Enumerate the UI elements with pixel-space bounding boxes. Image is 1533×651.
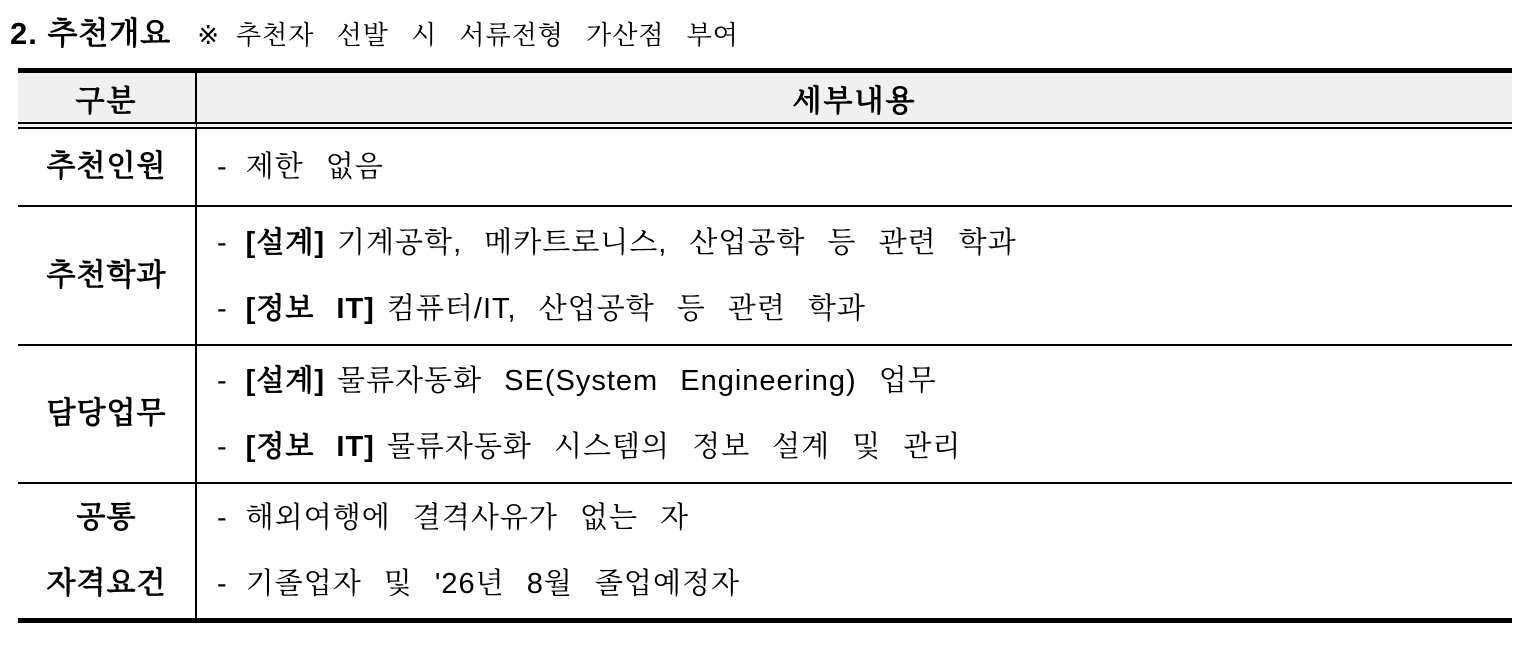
content-line (217, 564, 1512, 604)
content-text: 기계공학, 메카트로니스, 산업공학 등 관련 학과 (337, 226, 1017, 259)
section-heading: 2. 추천개요 (10, 16, 172, 51)
row-label-text-line2: 자격요건 (46, 567, 167, 600)
category-tag: [정보 IT] (245, 292, 375, 325)
content-line (217, 289, 1512, 329)
dash-bullet: - (217, 568, 228, 600)
content-text: 컴퓨터/IT, 산업공학 등 관련 학과 (386, 292, 866, 325)
content-line (217, 361, 1512, 401)
row-content-job-duties (197, 346, 1512, 484)
row-label-common-qualifications (18, 484, 197, 618)
content-text: 물류자동화 SE(System Engineering) 업무 (337, 365, 937, 397)
content-line (217, 223, 1512, 263)
content-line (217, 427, 1512, 467)
content-line (217, 498, 1512, 538)
row-label-recommended-count (18, 129, 197, 207)
row-label-text: 추천인원 (46, 150, 167, 183)
row-content-recommended-majors (197, 207, 1512, 346)
category-tag: [설계] (245, 226, 326, 259)
dash-bullet: - (217, 226, 228, 259)
title-note-text: 추천자 선발 시 서류전형 가산점 부여 (236, 20, 739, 50)
row-label-text-line1: 공통 (76, 501, 137, 534)
content-text: 기졸업자 및 '26년 8월 졸업예정자 (245, 568, 740, 600)
dash-bullet: - (217, 431, 228, 463)
content-text: 제한 없음 (245, 151, 384, 183)
row-label-text: 추천학과 (46, 258, 167, 292)
content-line (217, 147, 1512, 187)
content-text: 물류자동화 시스템의 정보 설계 및 관리 (386, 431, 962, 463)
recommendation-overview-table (18, 68, 1512, 623)
dash-bullet: - (217, 365, 228, 397)
row-label-text: 담당업무 (46, 397, 167, 430)
dash-bullet: - (217, 292, 228, 325)
row-content-recommended-count (197, 129, 1512, 207)
row-label-recommended-majors (18, 207, 197, 346)
row-content-common-qualifications (197, 484, 1512, 618)
reference-mark-icon: ※ (197, 20, 221, 50)
title-note (197, 15, 739, 52)
content-text: 해외여행에 결격사유가 없는 자 (245, 502, 690, 534)
category-tag: [정보 IT] (245, 431, 375, 463)
header-cell-category: 구분 (18, 73, 197, 129)
category-tag: [설계] (245, 365, 326, 397)
dash-bullet: - (217, 502, 228, 534)
dash-bullet: - (217, 151, 228, 183)
document-title-row (10, 8, 1533, 68)
row-label-job-duties (18, 346, 197, 484)
header-cell-details: 세부내용 (197, 73, 1512, 129)
